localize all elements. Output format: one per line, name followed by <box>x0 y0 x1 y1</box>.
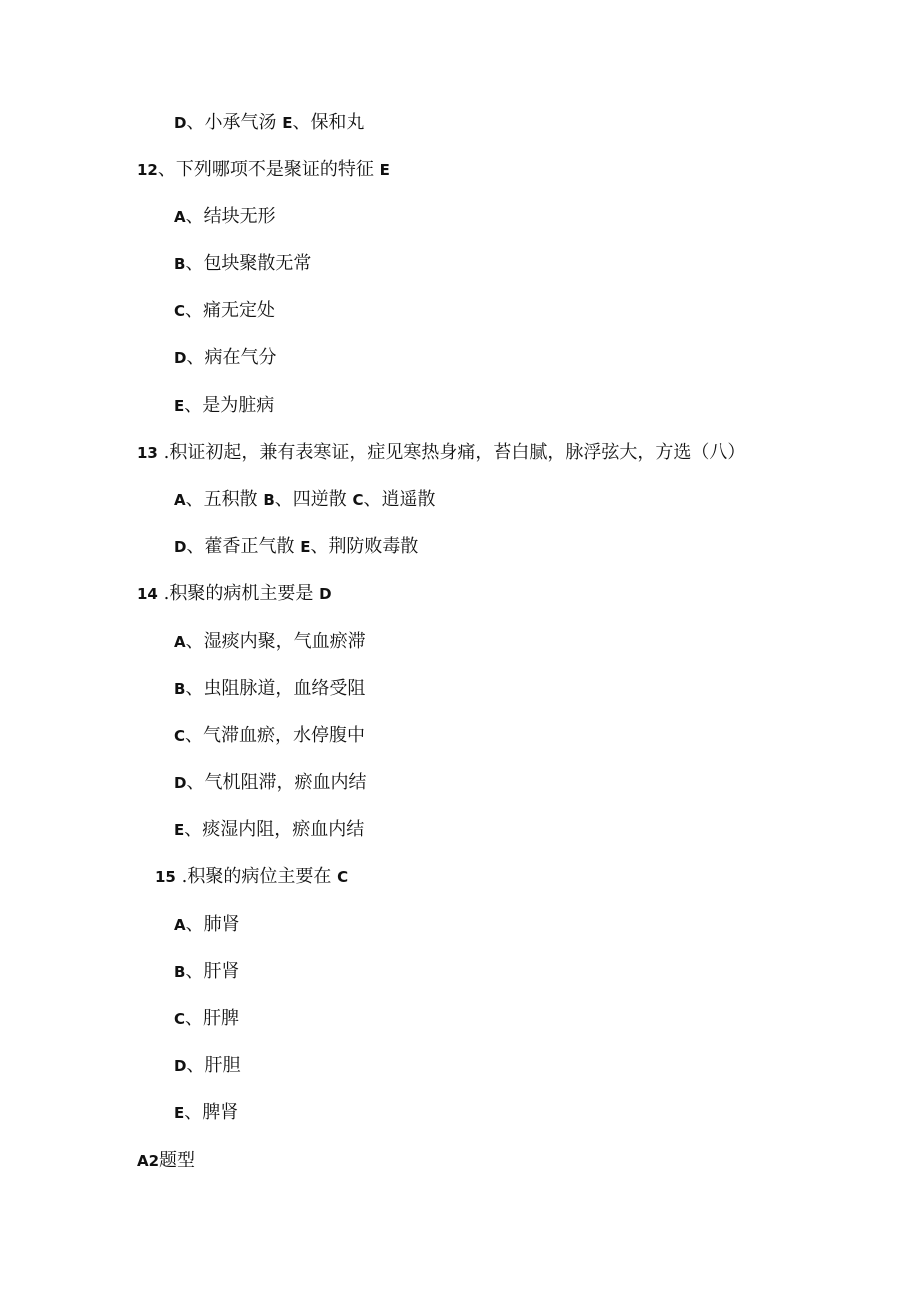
option-label: B <box>263 491 275 509</box>
option-text: 五积散 <box>203 489 258 510</box>
option-line <box>174 914 240 936</box>
option-separator: 、 <box>185 1008 204 1029</box>
option-separator: 、 <box>185 489 204 510</box>
option-label: B <box>174 255 186 273</box>
option-label: D <box>174 538 187 556</box>
q13-options-abc <box>174 489 436 511</box>
option-text: 肝脾 <box>203 1008 240 1029</box>
option-label: A <box>174 208 186 226</box>
option-separator: 、 <box>185 206 204 227</box>
option-label: A <box>174 633 186 651</box>
option-line <box>174 1008 239 1030</box>
option-text: 气机阻滞，瘀血内结 <box>204 772 367 793</box>
option-line <box>174 1102 238 1124</box>
option-line <box>174 631 366 653</box>
option-line <box>174 347 276 369</box>
question-separator: . <box>175 866 188 887</box>
option-line <box>174 678 365 700</box>
option-text: 荆防败毒散 <box>328 536 419 557</box>
option-label: A <box>174 491 186 509</box>
option-text: 脾肾 <box>202 1102 239 1123</box>
option-text: 气滞血瘀，水停腹中 <box>203 725 366 746</box>
option-text: 痛无定处 <box>203 300 276 321</box>
option-label: D <box>174 349 187 367</box>
option-separator: 、 <box>186 347 205 368</box>
option-separator: 、 <box>185 300 204 321</box>
option-separator: 、 <box>186 536 205 557</box>
option-separator: 、 <box>185 961 204 982</box>
option-text: 逍遥散 <box>381 489 436 510</box>
option-separator: 、 <box>274 489 293 510</box>
option-separator: 、 <box>186 772 205 793</box>
option-label: E <box>300 538 311 556</box>
option-separator: 、 <box>184 819 203 840</box>
option-label: D <box>174 774 187 792</box>
option-label: D <box>174 114 187 132</box>
question-number: 15 <box>155 868 176 886</box>
option-label: E <box>174 821 185 839</box>
option-separator: 、 <box>186 112 205 133</box>
option-separator: 、 <box>185 631 204 652</box>
option-label: A <box>174 916 186 934</box>
option-text: 病在气分 <box>204 347 277 368</box>
option-label: B <box>174 963 186 981</box>
option-text: 结块无形 <box>203 206 276 227</box>
option-text: 痰湿内阻，瘀血内结 <box>202 819 365 840</box>
option-line <box>174 395 274 417</box>
option-label: B <box>174 680 186 698</box>
question-separator: . <box>157 583 170 604</box>
option-label: D <box>174 1057 187 1075</box>
option-text: 肝胆 <box>204 1055 241 1076</box>
option-text: 保和丸 <box>310 112 365 133</box>
option-separator: 、 <box>184 395 203 416</box>
question-text: 积聚的病机主要是 <box>169 583 314 604</box>
option-label: E <box>282 114 293 132</box>
option-line <box>174 819 364 841</box>
option-text: 虫阻脉道，血络受阻 <box>203 678 366 699</box>
option-separator: 、 <box>185 678 204 699</box>
question-text: 下列哪项不是聚证的特征 <box>175 159 374 180</box>
question-text: 积证初起，兼有表寒证，症见寒热身痛，苔白腻，脉浮弦大，方选（八） <box>169 442 746 463</box>
option-line <box>174 300 275 322</box>
option-line <box>174 206 276 228</box>
section-heading <box>137 1150 195 1172</box>
answer-key: D <box>319 585 332 603</box>
answer-key: C <box>337 868 349 886</box>
option-line <box>174 725 365 747</box>
question-separator: 、 <box>157 159 176 180</box>
option-text: 肝肾 <box>203 961 240 982</box>
question-13 <box>137 442 745 464</box>
option-text: 是为脏病 <box>202 395 275 416</box>
question-text: 积聚的病位主要在 <box>187 866 332 887</box>
question-number: 12 <box>137 161 158 179</box>
option-separator: 、 <box>363 489 382 510</box>
option-line <box>174 1055 240 1077</box>
option-line <box>174 253 311 275</box>
option-label: C <box>174 302 186 320</box>
option-label: C <box>352 491 364 509</box>
question-12 <box>137 159 390 181</box>
option-label: E <box>174 1104 185 1122</box>
option-separator: 、 <box>185 914 204 935</box>
q11-options-de <box>174 112 364 134</box>
option-text: 四逆散 <box>292 489 347 510</box>
question-separator: . <box>157 442 170 463</box>
q13-options-de <box>174 536 418 558</box>
section-text: 题型 <box>159 1150 196 1171</box>
option-separator: 、 <box>292 112 311 133</box>
option-separator: 、 <box>310 536 329 557</box>
answer-key: E <box>379 161 390 179</box>
option-line <box>174 961 239 983</box>
option-text: 包块聚散无常 <box>203 253 312 274</box>
option-separator: 、 <box>185 253 204 274</box>
option-label: C <box>174 1010 186 1028</box>
option-separator: 、 <box>185 725 204 746</box>
question-number: 14 <box>137 585 158 603</box>
question-15 <box>155 866 348 888</box>
option-text: 肺肾 <box>203 914 240 935</box>
section-label: A2 <box>137 1152 160 1170</box>
option-line <box>174 772 366 794</box>
option-separator: 、 <box>184 1102 203 1123</box>
question-14 <box>137 583 332 605</box>
option-text: 小承气汤 <box>204 112 277 133</box>
option-text: 藿香正气散 <box>204 536 295 557</box>
question-number: 13 <box>137 444 158 462</box>
option-text: 湿痰内聚，气血瘀滞 <box>203 631 366 652</box>
option-label: E <box>174 397 185 415</box>
option-separator: 、 <box>186 1055 205 1076</box>
option-label: C <box>174 727 186 745</box>
